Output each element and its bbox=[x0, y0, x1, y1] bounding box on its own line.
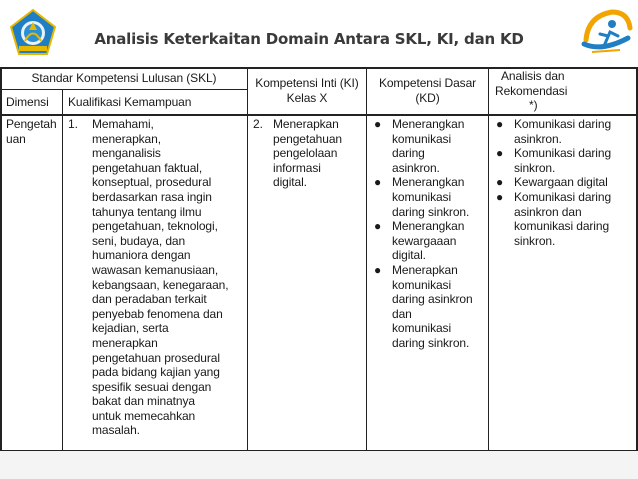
kd-line: Menerapkan bbox=[392, 262, 458, 277]
ki-text bbox=[273, 117, 365, 190]
header-ki-line2: Kelas X bbox=[286, 90, 328, 105]
bullet-icon: ● bbox=[374, 262, 382, 277]
kd-line: Menerangkan bbox=[392, 219, 465, 234]
kualifikasi-line: pada bidang kajian yang bbox=[92, 365, 220, 380]
bullet-icon: ● bbox=[374, 175, 382, 190]
kd-line: digital. bbox=[392, 248, 426, 263]
rek-line: Komunikasi daring bbox=[514, 146, 612, 161]
kualifikasi-line: tahunya tentang ilmu bbox=[92, 204, 202, 219]
kualifikasi-item bbox=[68, 117, 246, 438]
kd-item bbox=[368, 219, 488, 263]
kualifikasi-line: pengetahuan faktual, bbox=[92, 160, 203, 175]
row-kualifikasi bbox=[68, 117, 246, 438]
kualifikasi-line: konseptual, prosedural bbox=[92, 175, 212, 190]
slide-bottom-band bbox=[0, 451, 638, 479]
ki-list bbox=[253, 117, 365, 190]
row-dimensi bbox=[6, 117, 62, 146]
kualifikasi-line: penyebab fenomena dan bbox=[92, 306, 223, 321]
kd-line: asinkron. bbox=[392, 160, 440, 175]
col-divider-kd bbox=[488, 67, 489, 451]
kd-line: komunikasi bbox=[392, 131, 452, 146]
kd-list bbox=[368, 117, 488, 351]
kualifikasi-line: spesifik sesuai dengan bbox=[92, 379, 212, 394]
row-rekomendasi bbox=[490, 117, 636, 248]
bullet-icon: ● bbox=[496, 146, 504, 161]
kd-line: komunikasi bbox=[392, 189, 452, 204]
ki-line: digital. bbox=[273, 175, 307, 190]
header-kd bbox=[367, 76, 488, 105]
kualifikasi-line: kebangsaan, kenegaraan, bbox=[92, 277, 229, 292]
bullet-icon: ● bbox=[374, 219, 382, 234]
col-divider-skl bbox=[247, 67, 248, 451]
slide-title: Analisis Keterkaitan Domain Antara SKL, KI, dan KD bbox=[94, 30, 524, 48]
rek-line: komunikasi daring bbox=[514, 219, 610, 234]
rek-line: Kewargaan digital bbox=[514, 175, 608, 190]
kualifikasi-line: dan peradaban terkait bbox=[92, 292, 207, 307]
header-rek-line1: Analisis dan bbox=[501, 69, 565, 83]
rek-item bbox=[490, 190, 636, 248]
kd-item bbox=[368, 175, 488, 219]
kualifikasi-line: berdasarkan rasa ingin bbox=[92, 189, 212, 204]
col-divider-dimensi bbox=[62, 89, 63, 451]
rek-line: Komunikasi daring bbox=[514, 189, 612, 204]
rek-line: sinkron. bbox=[514, 160, 556, 175]
row-dimensi-line1: Pengetah bbox=[6, 117, 57, 131]
kd-line: daring asinkron bbox=[392, 292, 473, 307]
kualifikasi-line: Memahami, bbox=[92, 117, 154, 131]
kd-line: Menerangkan bbox=[392, 175, 465, 190]
kd-line: Menerangkan bbox=[392, 117, 465, 131]
bullet-icon: ● bbox=[374, 117, 382, 131]
table-border-right bbox=[636, 67, 638, 451]
kualifikasi-line: pengetahuan, teknologi, bbox=[92, 219, 218, 234]
rek-item bbox=[490, 117, 636, 146]
ki-item bbox=[253, 117, 365, 190]
header-rekomendasi bbox=[495, 69, 635, 113]
header-kualifikasi: Kualifikasi Kemampuan bbox=[68, 95, 192, 109]
kd-line: daring bbox=[392, 146, 425, 161]
kualifikasi-text bbox=[88, 117, 246, 438]
header-dimensi: Dimensi bbox=[6, 95, 49, 109]
kualifikasi-line: menerapkan bbox=[92, 335, 158, 350]
header-kd-line2: (KD) bbox=[415, 90, 440, 105]
kd-line: komunikasi bbox=[392, 277, 452, 292]
header-bottom-border bbox=[0, 114, 638, 116]
kd-item bbox=[368, 117, 488, 175]
kd-line: daring sinkron. bbox=[392, 335, 470, 350]
header-ki bbox=[248, 76, 366, 105]
slide-header bbox=[0, 0, 638, 70]
kualifikasi-line: humaniora dengan bbox=[92, 248, 191, 263]
header-skl: Standar Kompetensi Lulusan (SKL) bbox=[31, 71, 217, 85]
ki-line: pengelolaan bbox=[273, 146, 338, 161]
row-ki bbox=[253, 117, 365, 190]
ki-line: Menerapkan bbox=[273, 117, 339, 131]
kualifikasi-line: untuk memecahkan bbox=[92, 408, 196, 423]
row-dimensi-line2: uan bbox=[6, 131, 26, 146]
kualifikasi-line: menerapkan, bbox=[92, 131, 161, 146]
row-kd bbox=[368, 117, 488, 351]
header-subdivider bbox=[0, 89, 248, 90]
col-divider-ki bbox=[366, 67, 367, 451]
rek-line: asinkron dan bbox=[514, 204, 582, 219]
kualifikasi-line: pengetahuan prosedural bbox=[92, 350, 220, 365]
kualifikasi-line: bakat dan minatnya bbox=[92, 394, 195, 409]
kd-line: komunikasi bbox=[392, 321, 452, 336]
ki-number: 2. bbox=[253, 117, 263, 131]
header-kd-line1: Kompetensi Dasar bbox=[378, 76, 477, 90]
table-border-left bbox=[0, 67, 2, 451]
rek-item bbox=[490, 175, 636, 190]
ki-line: pengetahuan bbox=[273, 131, 342, 146]
header-rek-line3: *) bbox=[529, 98, 538, 113]
kualifikasi-line: wawasan kemanusiaan, bbox=[92, 262, 219, 277]
kd-line: kewargaaan bbox=[392, 233, 457, 248]
header-ki-line1: Kompetensi Inti (KI) bbox=[255, 76, 359, 90]
kualifikasi-line: seni, budaya, dan bbox=[92, 233, 186, 248]
bullet-icon: ● bbox=[496, 175, 504, 190]
rek-list bbox=[490, 117, 636, 248]
header-rek-line2: Rekomendasi bbox=[495, 83, 568, 98]
bullet-icon: ● bbox=[496, 117, 504, 131]
ki-line: informasi bbox=[273, 160, 321, 175]
bullet-icon: ● bbox=[496, 189, 504, 204]
kd-item bbox=[368, 263, 488, 351]
kd-line: daring sinkron. bbox=[392, 204, 470, 219]
rek-line: asinkron. bbox=[514, 131, 562, 146]
analysis-table bbox=[0, 67, 638, 451]
rek-line: sinkron. bbox=[514, 233, 556, 248]
kualifikasi-line: menganalisis bbox=[92, 146, 161, 161]
kualifikasi-line: kejadian, serta bbox=[92, 321, 169, 336]
kualifikasi-list bbox=[68, 117, 246, 438]
rek-item bbox=[490, 146, 636, 175]
kualifikasi-number: 1. bbox=[68, 117, 78, 131]
rek-line: Komunikasi daring bbox=[514, 117, 612, 131]
kualifikasi-line: masalah. bbox=[92, 423, 140, 438]
kd-line: dan bbox=[392, 306, 412, 321]
